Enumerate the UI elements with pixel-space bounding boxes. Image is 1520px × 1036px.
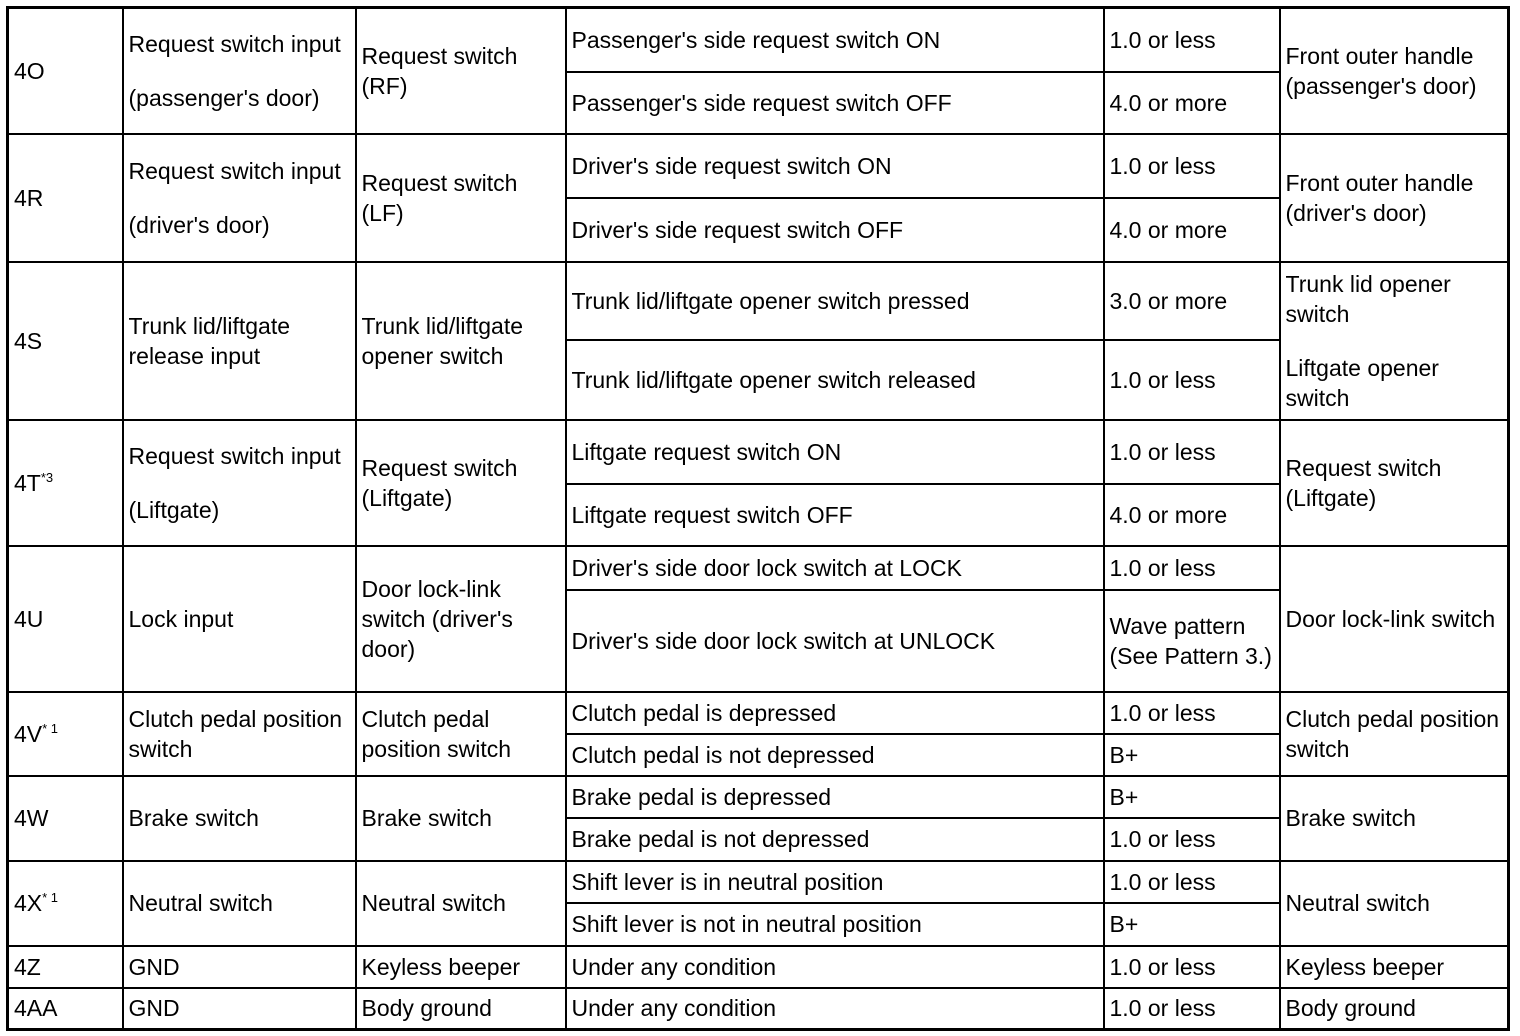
condition-cell: Driver's side door lock switch at UNLOCK <box>566 590 1104 692</box>
table-row <box>8 420 1509 484</box>
value-cell: 1.0 or less <box>1104 946 1280 988</box>
signal-cell: Neutral switch <box>123 861 356 946</box>
location-cell: Request switch (Liftgate) <box>1280 420 1509 546</box>
connected-to-cell: Request switch (RF) <box>356 8 566 134</box>
table-row <box>8 988 1509 1030</box>
condition-cell: Clutch pedal is depressed <box>566 692 1104 734</box>
condition-cell: Trunk lid/liftgate opener switch released <box>566 340 1104 420</box>
value-cell: B+ <box>1104 903 1280 946</box>
location-cell: Front outer handle (passenger's door) <box>1280 8 1509 134</box>
value-cell: 4.0 or more <box>1104 198 1280 262</box>
condition-cell: Brake pedal is not depressed <box>566 818 1104 861</box>
connected-to-cell: Brake switch <box>356 776 566 861</box>
table-row <box>8 776 1509 818</box>
value-cell: 1.0 or less <box>1104 340 1280 420</box>
value-cell: 1.0 or less <box>1104 818 1280 861</box>
location-cell: Door lock-link switch <box>1280 546 1509 692</box>
table-row <box>8 692 1509 734</box>
terminal-cell: 4S <box>8 262 123 420</box>
condition-cell: Under any condition <box>566 946 1104 988</box>
terminal-cell: $4T^{*3}$ <box>8 420 123 546</box>
condition-cell: Brake pedal is depressed <box>566 776 1104 818</box>
value-cell: Wave pattern (See Pattern 3.) <box>1104 590 1280 692</box>
terminal-footnote: * 1 <box>42 720 59 736</box>
connected-to-cell: Door lock-link switch (driver's door) <box>356 546 566 692</box>
value-cell: 3.0 or more <box>1104 262 1280 340</box>
condition-cell: Clutch pedal is not depressed <box>566 734 1104 776</box>
location-cell: Brake switch <box>1280 776 1509 861</box>
signal-cell: Request switch input (Liftgate) <box>123 420 356 546</box>
terminal-cell: $4X^{* 1}$ <box>8 861 123 946</box>
location-cell: Trunk lid opener switch Liftgate opener switch <box>1280 262 1509 420</box>
signal-cell: Trunk lid/liftgate release input <box>123 262 356 420</box>
connected-to-cell: Request switch (Liftgate) <box>356 420 566 546</box>
location-cell: Neutral switch <box>1280 861 1509 946</box>
value-cell: 4.0 or more <box>1104 484 1280 546</box>
condition-cell: Shift lever is in neutral position <box>566 861 1104 903</box>
condition-cell: Trunk lid/liftgate opener switch pressed <box>566 262 1104 340</box>
terminal-footnote: * 1 <box>42 890 59 905</box>
connected-to-cell: Body ground <box>356 988 566 1030</box>
location-cell: Body ground <box>1280 988 1509 1030</box>
terminal-cell: 4U <box>8 546 123 692</box>
terminal-cell: 4O <box>8 8 123 134</box>
terminal-spec-table <box>6 6 1510 1031</box>
value-cell: 1.0 or less <box>1104 861 1280 903</box>
table-row <box>8 546 1509 590</box>
condition-cell: Passenger's side request switch OFF <box>566 72 1104 134</box>
connected-to-cell: Request switch (LF) <box>356 134 566 262</box>
value-cell: B+ <box>1104 734 1280 776</box>
signal-cell: Clutch pedal position switch <box>123 692 356 776</box>
value-cell: 1.0 or less <box>1104 420 1280 484</box>
table-row <box>8 134 1509 198</box>
terminal-cell: 4Z <box>8 946 123 988</box>
condition-cell: Under any condition <box>566 988 1104 1030</box>
terminal-cell: 4W <box>8 776 123 861</box>
location-cell: Keyless beeper <box>1280 946 1509 988</box>
connected-to-cell: Neutral switch <box>356 861 566 946</box>
connected-to-cell: Clutch pedal position switch <box>356 692 566 776</box>
signal-cell: Request switch input (driver's door) <box>123 134 356 262</box>
table-row <box>8 8 1509 72</box>
table-row <box>8 861 1509 903</box>
signal-cell: Brake switch <box>123 776 356 861</box>
connected-to-cell: Trunk lid/liftgate opener switch <box>356 262 566 420</box>
terminal-cell: 4R <box>8 134 123 262</box>
signal-cell: GND <box>123 988 356 1030</box>
terminal-footnote: *3 <box>40 469 54 485</box>
condition-cell: Driver's side request switch ON <box>566 134 1104 198</box>
condition-cell: Driver's side request switch OFF <box>566 198 1104 262</box>
condition-cell: Passenger's side request switch ON <box>566 8 1104 72</box>
connected-to-cell: Keyless beeper <box>356 946 566 988</box>
terminal-cell: $4V^{* 1}$ <box>8 692 123 776</box>
value-cell: 4.0 or more <box>1104 72 1280 134</box>
location-cell: Clutch pedal position switch <box>1280 692 1509 776</box>
signal-cell: Request switch input (passenger's door) <box>123 8 356 134</box>
signal-cell: GND <box>123 946 356 988</box>
condition-cell: Liftgate request switch ON <box>566 420 1104 484</box>
condition-cell: Liftgate request switch OFF <box>566 484 1104 546</box>
condition-cell: Shift lever is not in neutral position <box>566 903 1104 946</box>
value-cell: 1.0 or less <box>1104 692 1280 734</box>
signal-cell: Lock input <box>123 546 356 692</box>
value-cell: 1.0 or less <box>1104 546 1280 590</box>
location-cell: Front outer handle (driver's door) <box>1280 134 1509 262</box>
table-row <box>8 262 1509 340</box>
table-row <box>8 946 1509 988</box>
value-cell: 1.0 or less <box>1104 988 1280 1030</box>
value-cell: 1.0 or less <box>1104 8 1280 72</box>
condition-cell: Driver's side door lock switch at LOCK <box>566 546 1104 590</box>
terminal-cell: 4AA <box>8 988 123 1030</box>
value-cell: B+ <box>1104 776 1280 818</box>
value-cell: 1.0 or less <box>1104 134 1280 198</box>
